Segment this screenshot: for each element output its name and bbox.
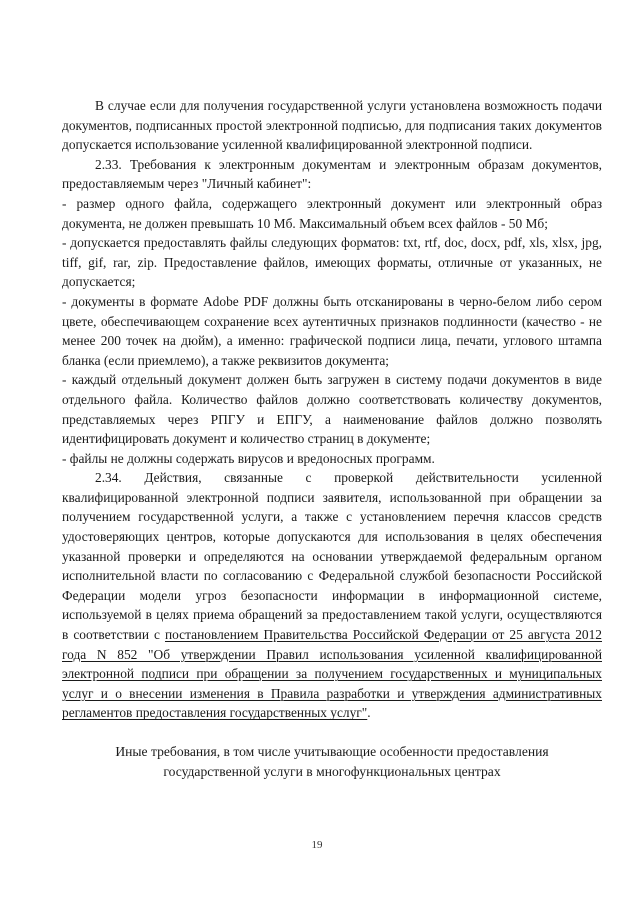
section-2-33-heading: 2.33. Требования к электронным документам и электронным образам документов, предоставляемым через "Личный кабинет":	[62, 156, 602, 192]
section-2-33-item-pdf-scan: - документы в формате Adobe PDF должны быть отсканированы в черно-белом либо сером цвете, обеспечивающем сохранение всех аутентичных признаков подлинности (качество - не менее 200 точек на дюйм), а именно: графической подписи лица, печати, углового штампа бланка (если приемлемо), а также реквизитов документа;	[62, 293, 602, 368]
section-2-34-end: .	[367, 705, 371, 721]
document-page	[62, 96, 602, 782]
subheading-line-1: Иные требования, в том числе учитывающие особенности предоставления	[115, 744, 549, 759]
section-2-33-item-no-viruses: - файлы не должны содержать вирусов и вредоносных программ.	[62, 450, 435, 466]
section-2-34-text: 2.34. Действия, связанные с проверкой действительности усиленной квалифицированной электронной подписи заявителя, использованной при обращении за получением государственной услуги, а также с установлением перечня классов средств удостоверяющих центров, которые допускаются для использования в целях обеспечения указанной проверки и определяются на основании утверждаемой федеральным органом исполнительной власти по согласованию с Федеральной службой безопасности Российской Федерации модели угроз безопасности информации в информационной системе, используемой в целях приема обращений за предоставлением такой услуги, осуществляются в соответствии с	[62, 470, 602, 643]
page-number: 19	[311, 839, 323, 851]
section-2-34-paragraph	[62, 468, 602, 723]
section-2-33-item-file-size: - размер одного файла, содержащего электронный документ или электронный образ документа, не должен превышать 10 Мб. Максимальный объем всех файлов - 50 Мб;	[62, 195, 602, 231]
intro-paragraph: В случае если для получения государственной услуги установлена возможность подачи документов, подписанных простой электронной подписью, для подписания таких документов допускается использование усиленной квалифицированной электронной подписи.	[62, 98, 602, 153]
government-decree-link[interactable]: постановлением Правительства Российской Федерации от 25 августа 2012 года N 852 "Об утверждении Правил использования усиленной квалифицированной электронной подписи при обращении за получением государственных и муниципальных услуг и о внесении изменения в Правила разработки и утверждения административных регламентов предоставления государственных услуг"	[62, 627, 602, 721]
section-2-33-item-separate-files: - каждый отдельный документ должен быть загружен в систему подачи документов в виде отдельного файла. Количество файлов должно соответствовать количеству документов, представляемых через РПГУ и ЕПГУ, а наименование файлов должно позволять идентифицировать документ и количество страниц в документе;	[62, 372, 602, 447]
subheading	[62, 742, 602, 782]
subheading-line-2: государственной услуги в многофункциональных центрах	[163, 764, 501, 779]
section-2-33-item-formats: - допускается предоставлять файлы следующих форматов: txt, rtf, doc, docx, pdf, xls, xlsx, jpg, tiff, gif, rar, zip. Предоставление файлов, имеющих форматы, отличные от указанных, не допускается;	[62, 235, 602, 290]
